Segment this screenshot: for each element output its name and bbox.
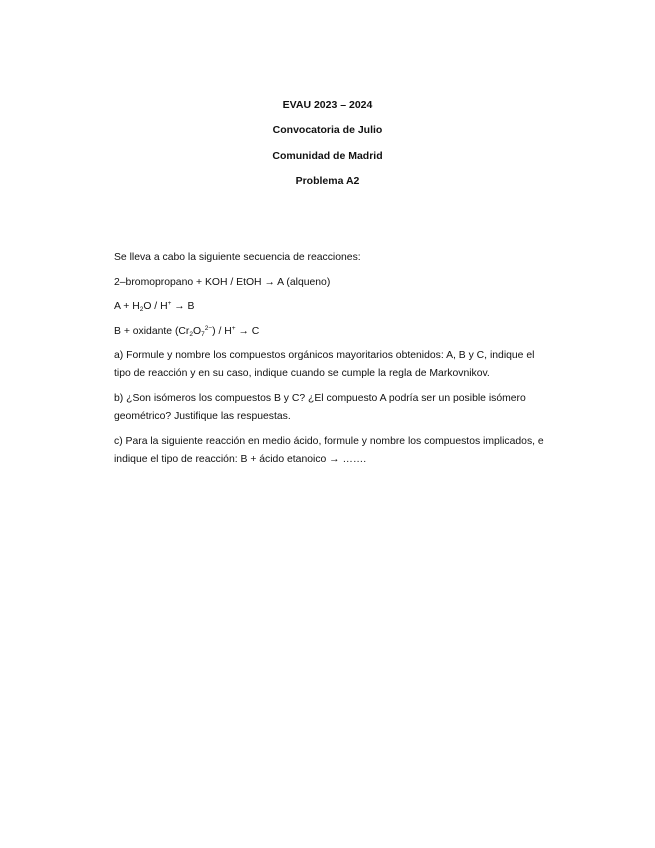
problem-title: Problema A2	[295, 174, 360, 187]
reaction-2-h-superscript: +	[167, 300, 172, 307]
exam-region: Comunidad de Madrid	[272, 149, 383, 162]
reaction-3-part-a: B + oxidante (Cr	[114, 325, 190, 337]
question-b: b) ¿Son isómeros los compuestos B y C? ¿El compuesto A podría ser un posible isómero geométrico? Justifique las respuestas.	[114, 393, 526, 422]
document-header	[0, 99, 655, 200]
reaction-2	[114, 298, 544, 316]
reaction-3-part-d: → C	[235, 325, 260, 337]
reaction-2-part-c: → B	[171, 301, 195, 312]
exam-title: EVAU 2023 – 2024	[282, 99, 373, 111]
reaction-3-h-superscript: +	[231, 324, 236, 332]
reaction-3	[114, 323, 544, 341]
question-a: a) Formule y nombre los compuestos orgánicos mayoritarios obtenidos: A, B y C, indique el tipo de reacción y en su caso, indique cuando se cumple la regla de Markovnikov.	[114, 350, 535, 379]
reaction-1: 2–bromopropano + KOH / EtOH → A (alqueno)	[114, 276, 331, 288]
question-c: c) Para la siguiente reacción en medio ácido, formule y nombre los compuestos implicados, e indique el tipo de reacción: B + ácido etanoico → …….	[114, 436, 544, 465]
reaction-3-charge-superscript: 2−	[204, 324, 213, 332]
problem-body	[114, 249, 544, 476]
reaction-2-h2o-subscript: 2	[139, 306, 144, 313]
reaction-3-o-subscript: 7	[201, 330, 205, 338]
reaction-3-part-c: ) / H	[212, 325, 232, 337]
reaction-2-part-a: A + H	[114, 301, 140, 312]
reaction-3-cr-subscript: 2	[189, 330, 193, 338]
exam-session: Convocatoria de Julio	[272, 124, 383, 137]
intro-text: Se lleva a cabo la siguiente secuencia de reacciones:	[114, 252, 361, 263]
reaction-2-part-b: O / H	[143, 301, 168, 312]
reaction-3-part-b: O	[193, 325, 202, 337]
